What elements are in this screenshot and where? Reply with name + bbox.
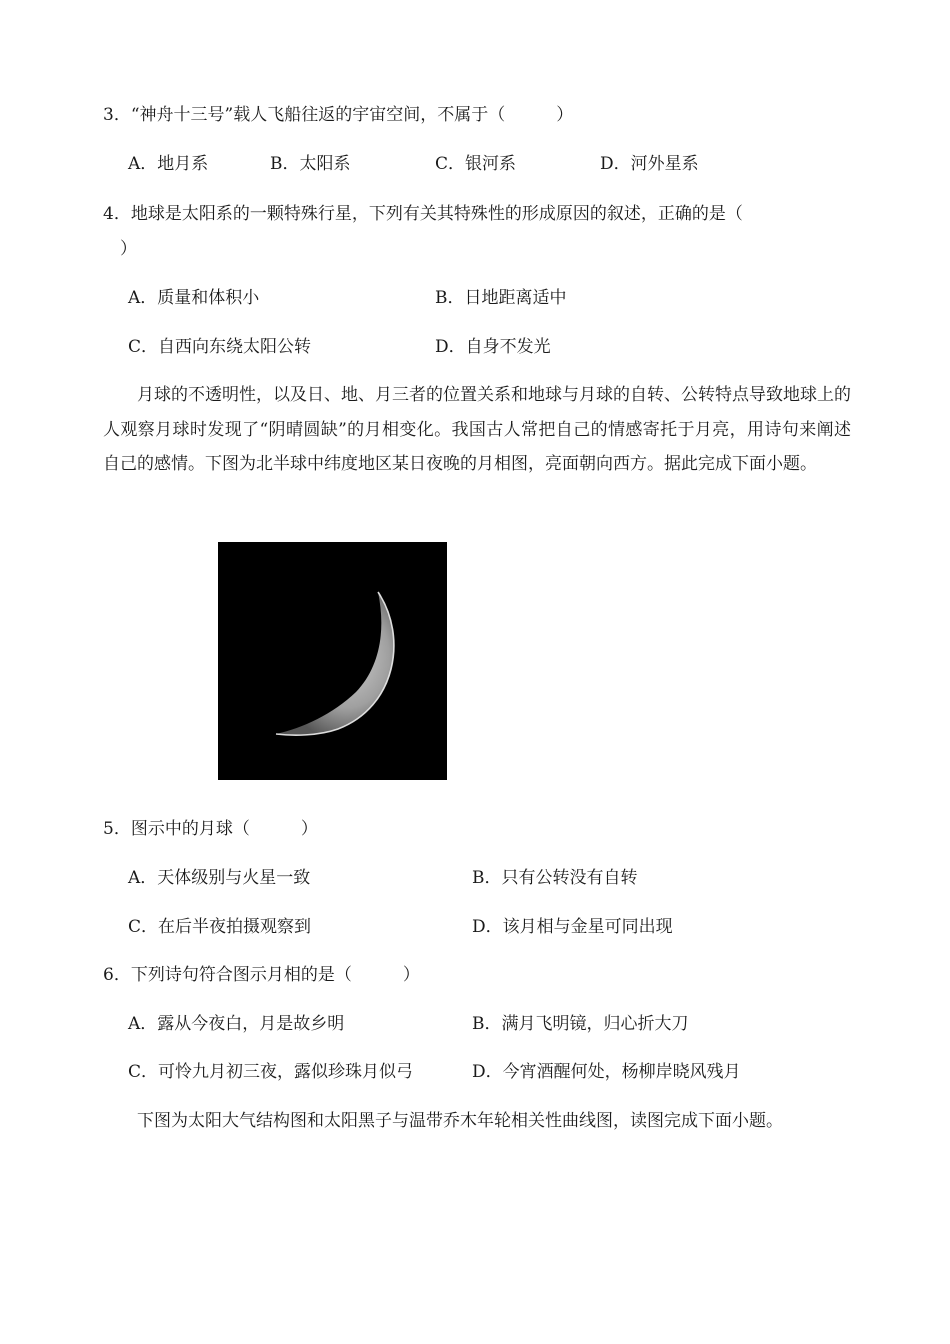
question-5-stem: 5．图示中的月球（ ） <box>103 819 318 839</box>
question-4-stem-line1: 4．地球是太阳系的一颗特殊行星，下列有关其特殊性的形成原因的叙述，正确的是（ <box>103 204 743 224</box>
q3-option-c: C．银河系 <box>435 154 517 174</box>
q6-option-b: B．满月飞明镜，归心折大刀 <box>472 1014 689 1034</box>
q3-option-d: D．河外星系 <box>600 154 699 174</box>
passage-moon-phase: 月球的不透明性，以及日、地、月三者的位置关系和地球与月球的自转、公转特点导致地球上的人观察月球时发现了“阴晴圆缺”的月相变化。我国古人常把自己的情感寄托于月亮，用诗句来阐述自己的感情。下图为北半球中纬度地区某日夜晚的月相图，亮面朝向西方。据此完成下面小题。 <box>103 385 851 474</box>
q3-option-b: B．太阳系 <box>270 154 351 174</box>
q5-option-b: B．只有公转没有自转 <box>472 868 638 888</box>
question-3-stem: 3．“神舟十三号”载人飞船往返的宇宙空间，不属于（ ） <box>103 105 574 125</box>
moon-phase-image <box>218 542 447 780</box>
q4-option-d: D．自身不发光 <box>435 337 551 357</box>
q6-option-a: A．露从今夜白，月是故乡明 <box>128 1014 345 1034</box>
q4-option-c: C．自西向东绕太阳公转 <box>128 337 312 357</box>
question-6-stem: 6．下列诗句符合图示月相的是（ ） <box>103 965 420 985</box>
q4-option-b: B．日地距离适中 <box>435 288 567 308</box>
q5-option-a: A．天体级别与火星一致 <box>128 868 311 888</box>
q5-option-c: C．在后半夜拍摄观察到 <box>128 917 312 937</box>
q5-option-d: D．该月相与金星可同出现 <box>472 917 673 937</box>
q6-option-c: C．可怜九月初三夜，露似珍珠月似弓 <box>128 1062 414 1082</box>
crescent-moon-icon <box>218 542 447 780</box>
passage-solar-atmosphere: 下图为太阳大气结构图和太阳黑子与温带乔木年轮相关性曲线图，读图完成下面小题。 <box>137 1111 783 1131</box>
q6-option-d: D．今宵酒醒何处，杨柳岸晓风残月 <box>472 1062 741 1082</box>
question-4-stem-line2: ） <box>120 239 137 259</box>
q4-option-a: A．质量和体积小 <box>128 288 260 308</box>
q3-option-a: A．地月系 <box>128 154 209 174</box>
